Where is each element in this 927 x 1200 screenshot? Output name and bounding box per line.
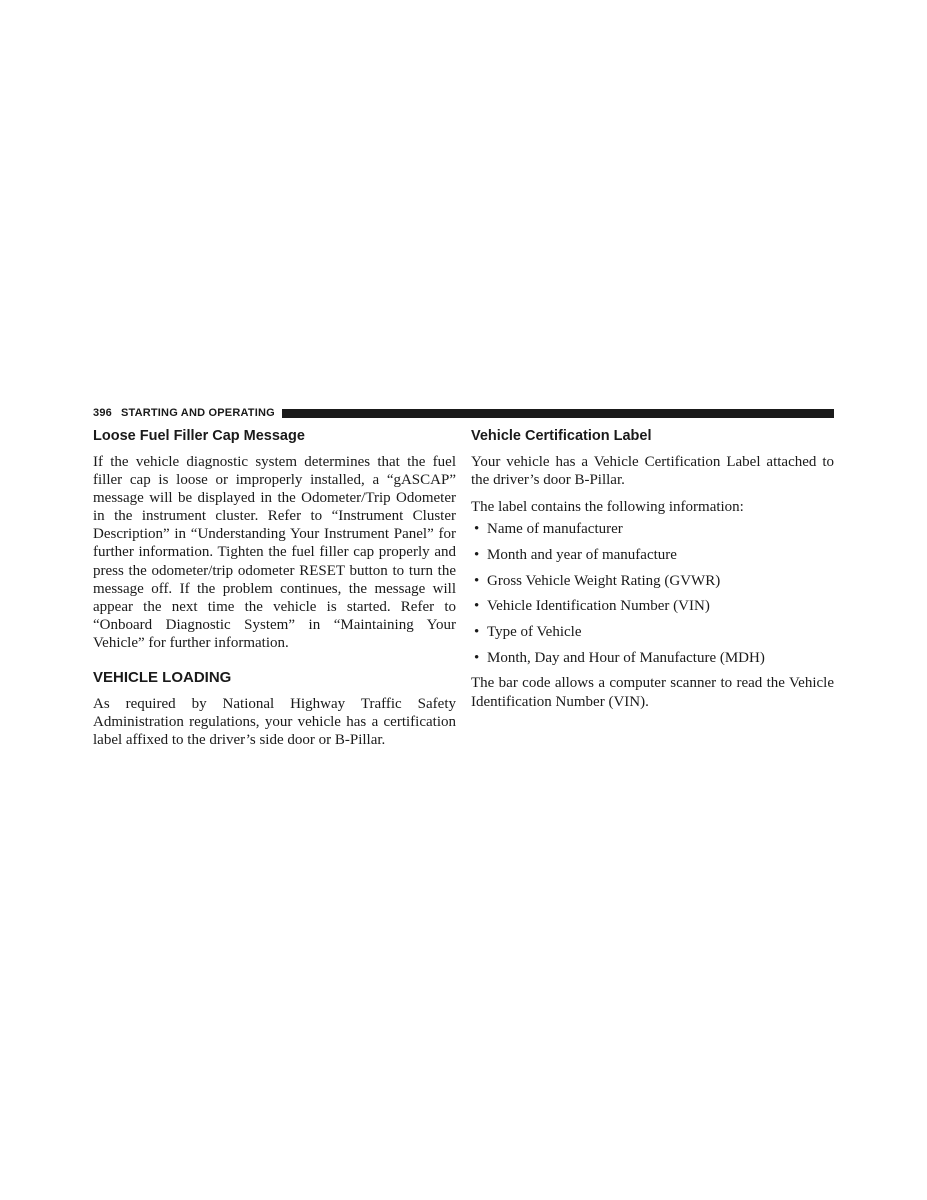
bullet-icon: • bbox=[474, 521, 480, 538]
bullet-icon: • bbox=[474, 598, 480, 615]
list-item-text: Gross Vehicle Weight Rating (GVWR) bbox=[487, 572, 721, 589]
cert-label-heading: Vehicle Certification Label bbox=[471, 428, 652, 444]
bar-code-paragraph: The bar code allows a computer scanner to read the Vehicle Identification Number (VIN). bbox=[471, 675, 834, 710]
vehicle-loading-paragraph: As required by National Highway Traffic Safety Administration regulations, your vehicle has a certification label affixed to the driver’s side door or B-Pillar. bbox=[93, 696, 456, 749]
label-contains-text: The label contains the following information: bbox=[471, 499, 744, 516]
page-header bbox=[93, 405, 834, 421]
left-column bbox=[93, 425, 456, 749]
list-item-text: Vehicle Identification Number (VIN) bbox=[487, 598, 710, 615]
cert-label-intro: Your vehicle has a Vehicle Certification Label attached to the driver’s door B-Pillar. bbox=[471, 454, 834, 489]
list-item-text: Type of Vehicle bbox=[487, 624, 582, 641]
page-number: 396 bbox=[93, 407, 112, 419]
list-item bbox=[471, 520, 834, 538]
bullet-icon: • bbox=[474, 649, 480, 666]
running-section-title: STARTING AND OPERATING bbox=[120, 407, 275, 419]
header-rule bbox=[282, 409, 834, 418]
list-item-text: Name of manufacturer bbox=[487, 521, 623, 538]
list-item bbox=[471, 649, 834, 667]
list-item bbox=[471, 572, 834, 590]
list-item-text: Month, Day and Hour of Manufacture (MDH) bbox=[487, 649, 765, 666]
fuel-cap-paragraph: If the vehicle diagnostic system determines that the fuel filler cap is loose or improperly installed, a “gASCAP” message will be displayed in the Odometer/Trip Odometer in the instrument cluster. Refer to “Instrument Cluster Description” in “Understanding Your Instrument Panel” for further information. Tighten the fuel filler cap properly and press the odometer/trip odometer RESET button to turn the message off. If the problem continues, the message will appear the next time the vehicle is started. Refer to “Onboard Diagnostic System” in “Maintaining Your Vehicle” for further information. bbox=[93, 454, 456, 651]
label-info-list bbox=[471, 520, 834, 667]
list-item bbox=[471, 623, 834, 641]
bullet-icon: • bbox=[474, 546, 480, 563]
bullet-icon: • bbox=[474, 624, 480, 641]
fuel-cap-heading: Loose Fuel Filler Cap Message bbox=[93, 428, 305, 444]
list-item bbox=[471, 597, 834, 615]
vehicle-loading-heading: VEHICLE LOADING bbox=[93, 669, 232, 687]
list-item-text: Month and year of manufacture bbox=[487, 546, 677, 563]
right-column bbox=[471, 425, 834, 711]
bullet-icon: • bbox=[474, 572, 480, 589]
list-item bbox=[471, 546, 834, 564]
